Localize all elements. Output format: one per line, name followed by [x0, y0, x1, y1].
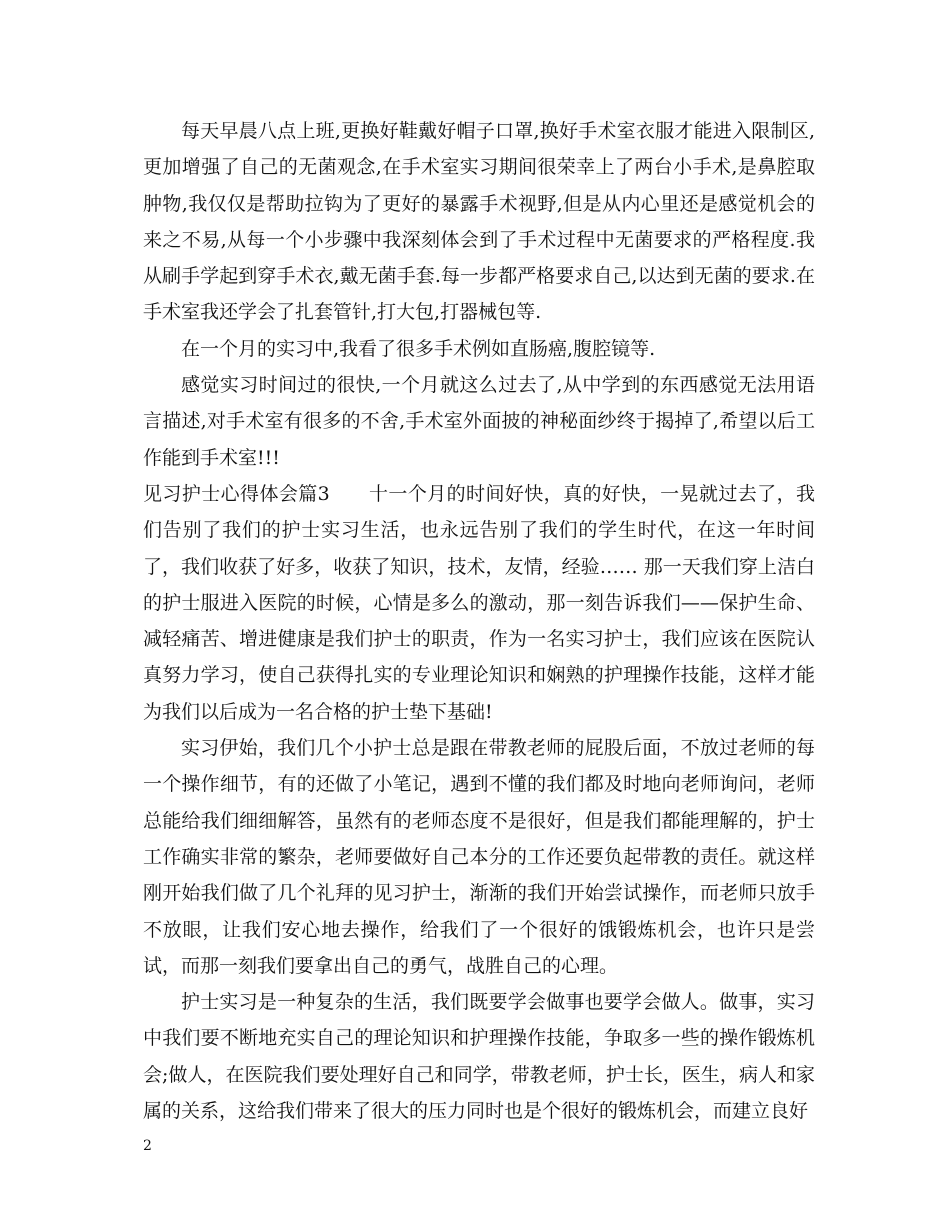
page-number: 2 — [143, 1138, 152, 1154]
paragraph-internship-beginning: 实习伊始，我们几个小护士总是跟在带教老师的屁股后面，不放过老师的每一个操作细节，有的还做了小笔记，遇到不懂的我们都及时地向老师询问，老师总能给我们细细解答，虽然有的老师态度不是很好，但是我们都能理解的，护士工作确实非常的繁杂，老师要做好自己本分的工作还要负起带教的责任。就这样刚开始我们做了几个礼拜的见习护士，渐渐的我们开始尝试操作，而老师只放手不放眼，让我们安心地去操作，给我们了一个很好的饿锻炼机会，也许只是尝试，而那一刻我们要拿出自己的勇气，战胜自己的心理。 — [143, 737, 815, 977]
paragraph-section-3-intro: 见习护士心得体会篇3 十一个月的时间好快，真的好快，一晃就过去了，我们告别了我们的护士实习生活，也永远告别了我们的学生时代，在这一年时间了，我们收获了好多，收获了知识，技术，友情，经验…… 那一天我们穿上洁白的护士服进入医院的时候，心情是多么的激动，那一刻告诉我们——保护生命、减轻痛苦、增进健康是我们护士的职责，作为一名实习护士，我们应该在医院认真努力学习，使自己获得扎实的专业理论知识和娴熟的护理操作技能，这样才能为我们以后成为一名合格的护士垫下基础! — [143, 482, 815, 723]
paragraph-month-reflection: 感觉实习时间过的很快,一个月就这么过去了,从中学到的东西感觉无法用语言描述,对手术室有很多的不舍,手术室外面披的神秘面纱终于揭掉了,希望以后工作能到手术室!!! — [143, 374, 815, 469]
body-text — [143, 113, 815, 1129]
paragraph-nursing-life: 护士实习是一种复杂的生活，我们既要学会做事也要学会做人。做事，实习中我们要不断地充实自己的理论知识和护理操作技能，争取多一些的操作锻炼机会;做人，在医院我们要处理好自己和同学，带教老师，护士长，医生，病人和家属的关系，这给我们带来了很大的压力同时也是个很好的锻炼机会，而建立良好 — [143, 991, 815, 1123]
paragraph-operating-room-routine: 每天早晨八点上班,更换好鞋戴好帽子口罩,换好手术室衣服才能进入限制区,更加增强了自己的无菌观念,在手术室实习期间很荣幸上了两台小手术,是鼻腔取肿物,我仅仅是帮助拉钩为了更好的暴露手术视野,但是从内心里还是感觉机会的来之不易,从每一个小步骤中我深刻体会到了手术过程中无菌要求的严格程度.我从刷手学起到穿手术衣,戴无菌手套.每一步都严格要求自己,以达到无菌的要求.在手术室我还学会了扎套管针,打大包,打器械包等. — [143, 120, 815, 324]
paragraph-surgeries-observed: 在一个月的实习中,我看了很多手术例如直肠癌,腹腔镜等. — [181, 337, 656, 360]
